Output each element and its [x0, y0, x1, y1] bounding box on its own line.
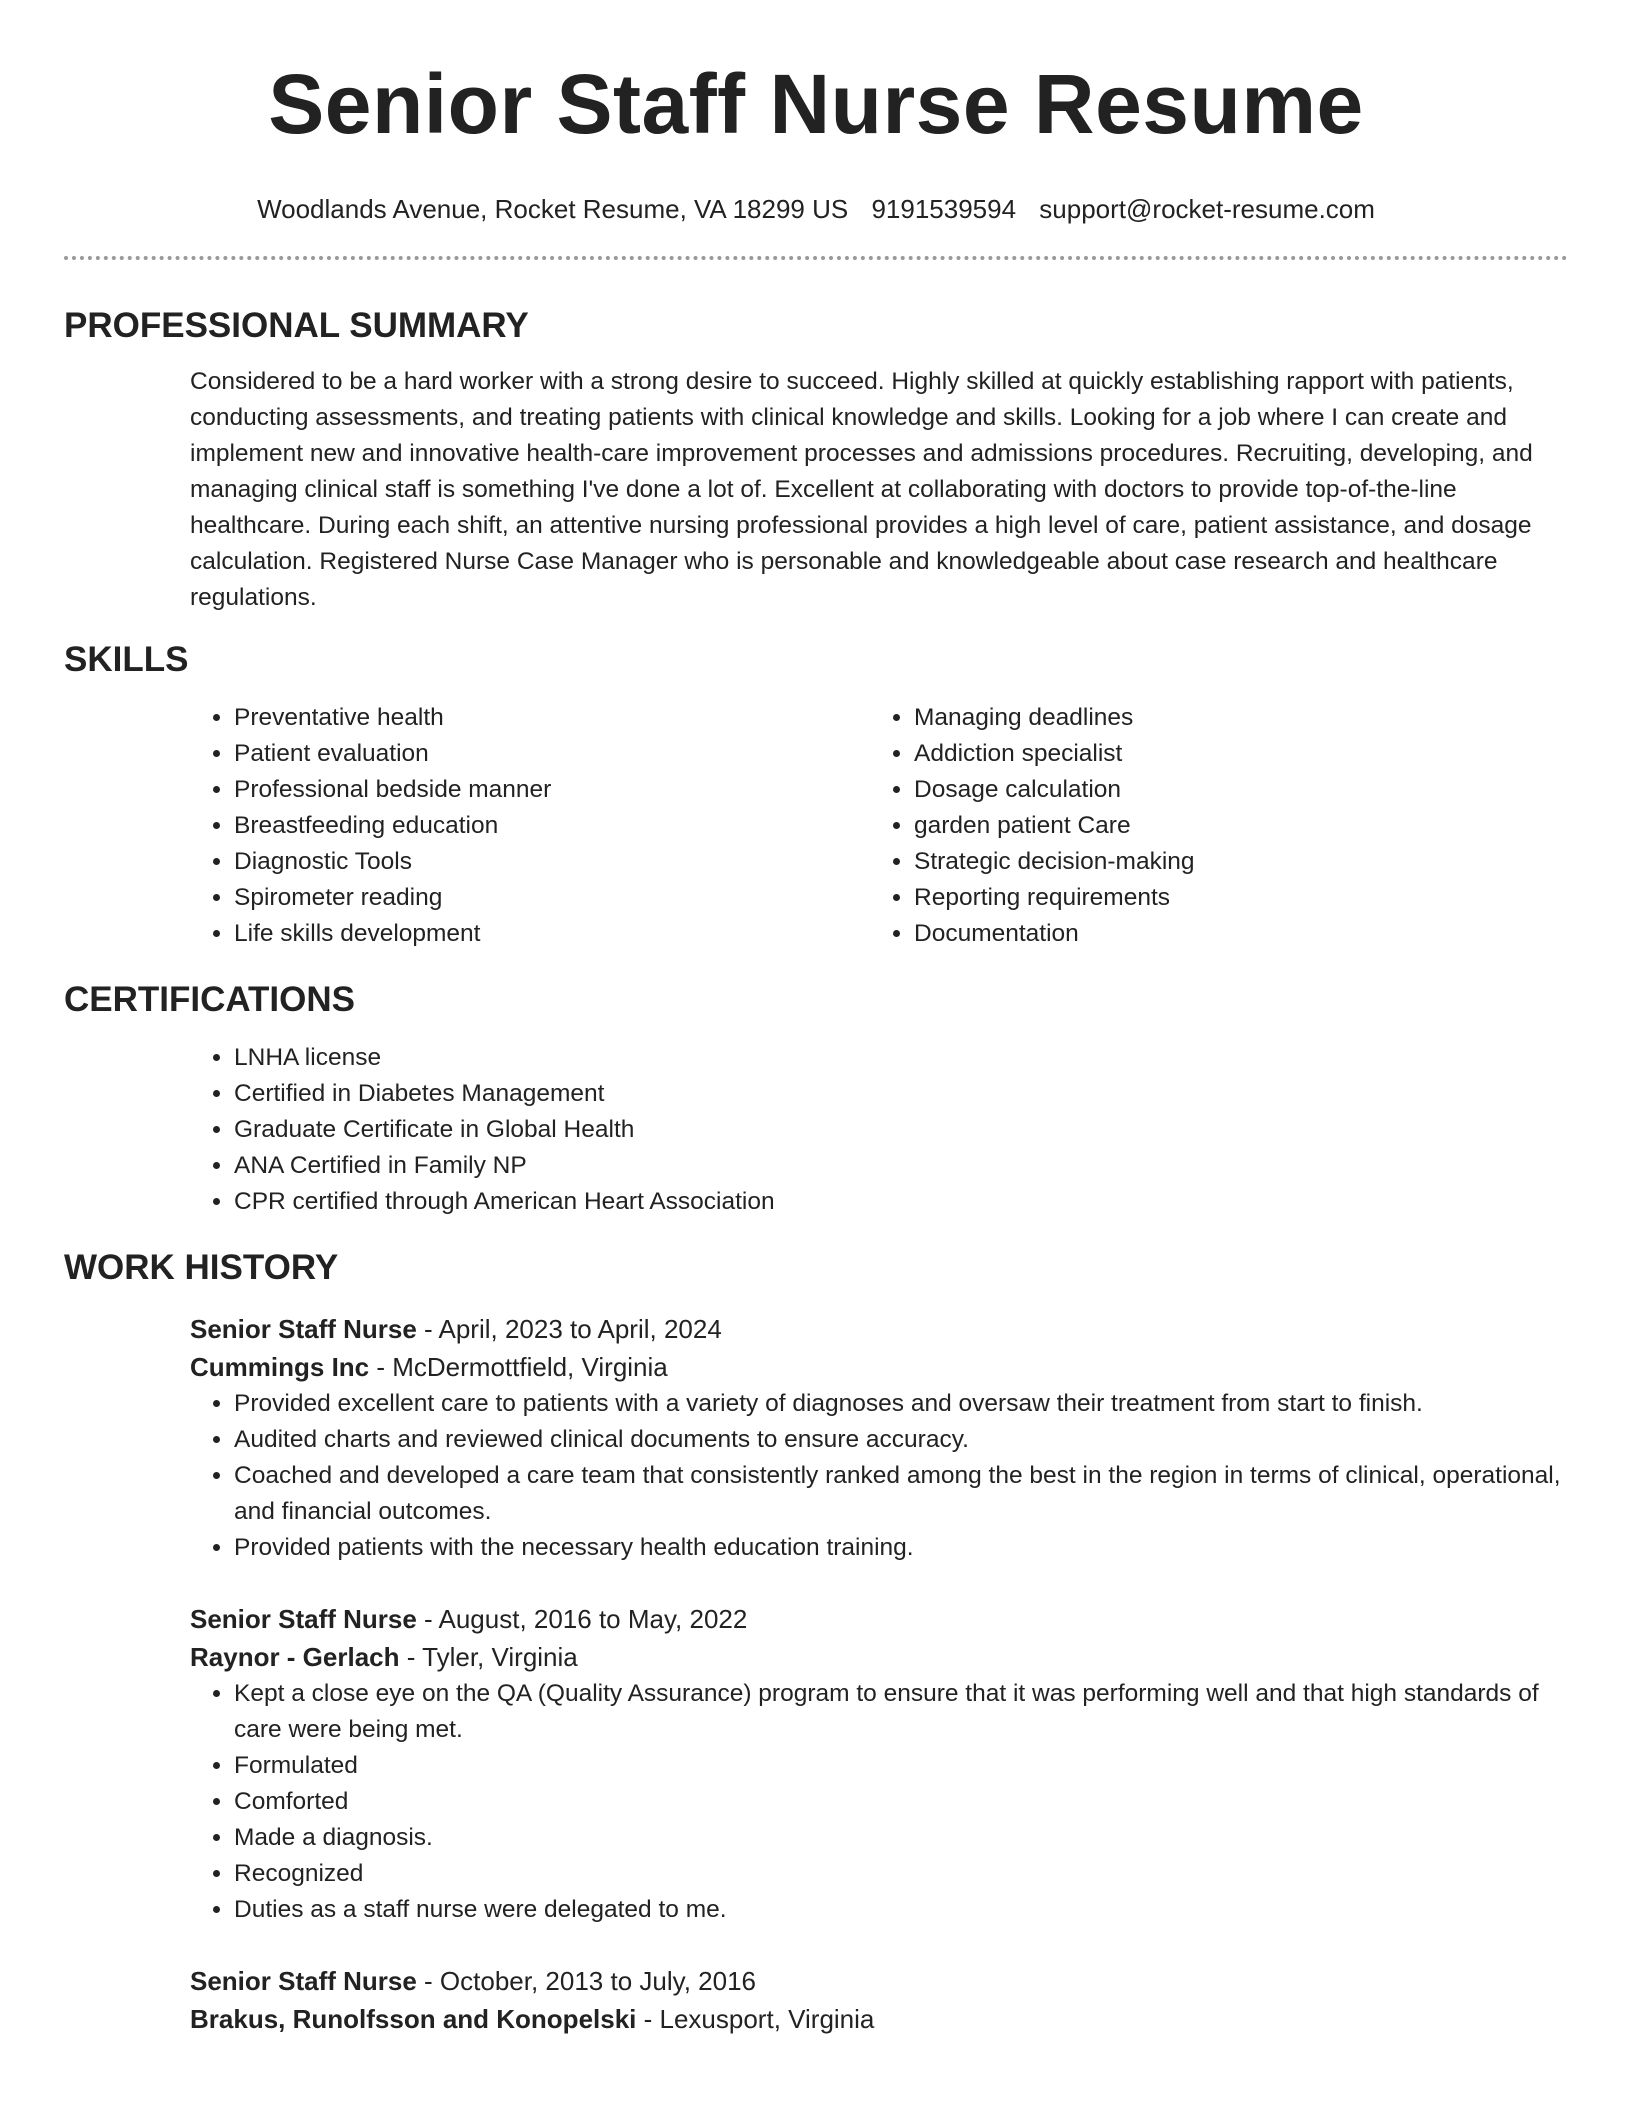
job-company-line [190, 1348, 1568, 1386]
skill-item: • Spirometer reading [234, 880, 870, 916]
job-dates: - April, 2023 to April, 2024 [416, 1314, 722, 1344]
job-title-line [190, 1962, 1568, 2000]
summary-text: Considered to be a hard worker with a strong desire to succeed. Highly skilled at quickly establishing rapport with patients, conducting assessments, and treating patients with clinical knowledge and skills. Looking for a job where I can create and implement new and innovative health-care improvement processes and admissions procedures. Recruiting, developing, and managing clinical staff is something I've done a lot of. Excellent at collaborating with doctors to provide top-of-the-line healthcare. During each shift, an attentive nursing professional provides a high level of care, patient assistance, and dosage calculation. Registered Nurse Case Manager who is personable and knowledgeable about case research and healthcare regulations. [190, 368, 1533, 611]
job-title-line [190, 1310, 1568, 1348]
job-company-line [190, 2000, 1568, 2038]
job-company-line [190, 1638, 1568, 1676]
certifications-heading: CERTIFICATIONS [64, 980, 356, 1019]
job-location: - Tyler, Virginia [399, 1642, 578, 1672]
job-company: Raynor - Gerlach [190, 1642, 400, 1672]
job-bullet: • Provided patients with the necessary health education training. [234, 1530, 1568, 1566]
skill-item: • Strategic decision-making [914, 844, 1550, 880]
skill-item: • Managing deadlines [914, 700, 1550, 736]
skills-heading: SKILLS [64, 640, 189, 679]
contact-phone: 9191539594 [871, 194, 1017, 224]
summary-heading: PROFESSIONAL SUMMARY [64, 306, 529, 345]
job-bullet: • Recognized [234, 1856, 1568, 1892]
skill-item: • Life skills development [234, 916, 870, 952]
skill-item: • Professional bedside manner [234, 772, 870, 808]
contact-line [64, 192, 1568, 226]
skill-item: • Dosage calculation [914, 772, 1550, 808]
work-history-heading: WORK HISTORY [64, 1248, 339, 1287]
job-location: - McDermottfield, Virginia [369, 1352, 668, 1382]
skill-item: • garden patient Care [914, 808, 1550, 844]
job-title: Senior Staff Nurse [190, 1604, 417, 1634]
job-bullet: • Formulated [234, 1748, 1568, 1784]
skill-item: • Preventative health [234, 700, 870, 736]
certification-item: • ANA Certified in Family NP [234, 1148, 1568, 1184]
certification-item: • CPR certified through American Heart Association [234, 1184, 1568, 1220]
job-bullet: • Kept a close eye on the QA (Quality Assurance) program to ensure that it was performing well and that high standards of care were being met. [234, 1676, 1568, 1748]
job-bullet-list [190, 1386, 1568, 1566]
resume-title: Senior Staff Nurse Resume [268, 57, 1364, 151]
header-divider [64, 256, 1568, 260]
certification-item: • LNHA license [234, 1040, 1568, 1076]
job-bullet: • Made a diagnosis. [234, 1820, 1568, 1856]
job-entry [190, 1600, 1568, 1928]
job-bullet: • Audited charts and reviewed clinical documents to ensure accuracy. [234, 1422, 1568, 1458]
job-company: Brakus, Runolfsson and Konopelski [190, 2004, 637, 2034]
job-bullet-list [190, 1676, 1568, 1928]
skill-item: • Documentation [914, 916, 1550, 952]
job-bullet: • Provided excellent care to patients with a variety of diagnoses and oversaw their treatment from start to finish. [234, 1386, 1568, 1422]
job-title: Senior Staff Nurse [190, 1314, 417, 1344]
skills-column-left [190, 700, 870, 952]
contact-address: Woodlands Avenue, Rocket Resume, VA 18299 US [257, 194, 849, 224]
job-bullet: • Coached and developed a care team that consistently ranked among the best in the region in terms of clinical, operational, and financial outcomes. [234, 1458, 1568, 1530]
skill-item: • Addiction specialist [914, 736, 1550, 772]
skill-item: • Patient evaluation [234, 736, 870, 772]
certification-item: • Graduate Certificate in Global Health [234, 1112, 1568, 1148]
work-history-section [64, 1246, 1568, 2038]
skill-item: • Reporting requirements [914, 880, 1550, 916]
job-entry [190, 1310, 1568, 1566]
summary-section [64, 304, 1568, 616]
certification-item: • Certified in Diabetes Management [234, 1076, 1568, 1112]
job-entry [190, 1962, 1568, 2038]
skills-section [64, 638, 1568, 952]
job-dates: - August, 2016 to May, 2022 [416, 1604, 748, 1634]
skills-column-right [870, 700, 1550, 952]
certifications-section [64, 978, 1568, 1220]
job-company: Cummings Inc [190, 1352, 370, 1382]
resume-page [64, 0, 1568, 2072]
job-location: - Lexusport, Virginia [636, 2004, 875, 2034]
job-title-line [190, 1600, 1568, 1638]
job-bullet: • Duties as a staff nurse were delegated to me. [234, 1892, 1568, 1928]
skill-item: • Breastfeeding education [234, 808, 870, 844]
skill-item: • Diagnostic Tools [234, 844, 870, 880]
job-bullet: • Comforted [234, 1784, 1568, 1820]
job-title: Senior Staff Nurse [190, 1966, 417, 1996]
contact-email: support@rocket-resume.com [1039, 194, 1375, 224]
job-dates: - October, 2013 to July, 2016 [416, 1966, 756, 1996]
